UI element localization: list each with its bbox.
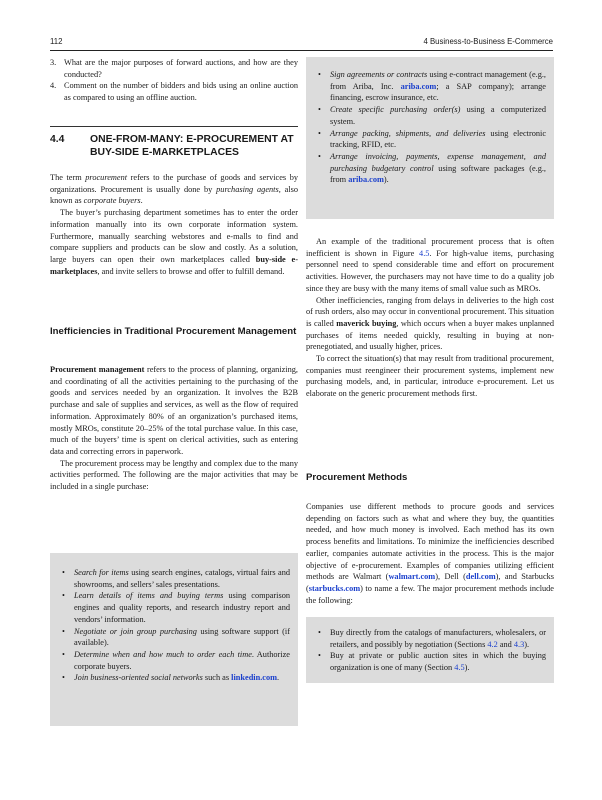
left-column-body <box>50 364 298 493</box>
list-item: • Buy directly from the catalogs of manufacturers, wholesalers, or retailers, and possibly by negotiation (Sections 4.2 and 4.3). <box>318 627 546 650</box>
section-heading <box>50 133 298 159</box>
right-column-body <box>306 236 554 400</box>
link-walmart[interactable]: walmart.com <box>388 572 436 582</box>
page-number: 112 <box>50 37 63 46</box>
link-starbucks[interactable]: starbucks.com <box>308 583 361 593</box>
section-ref[interactable]: 4.2 <box>487 639 498 649</box>
paragraph: Procurement management refers to the process of planning, organizing, and coordinating of all the activities pertaining to the purchasing of the goods and services needed by an organization. It involves the B2B purchase and sale of supplies and services, as well as the flow of required information. Approximately 80% of an organization’s purchased items, mostly MROs, constitute 20–25% of the total purchase value. In this case, much of the buyers’ time is spent on clerical activities, such as entering data and correcting errors in paperwork. <box>50 365 298 456</box>
activities-box-left <box>50 553 298 726</box>
paragraph: The procurement process may be lengthy and complex due to the many activities performed. The following are the major activities that may be included in a single purchase: <box>50 458 298 492</box>
section-number: 4.4 <box>50 134 65 145</box>
subsection-heading: Procurement Methods <box>306 472 408 483</box>
link-ariba[interactable]: ariba.com <box>348 175 384 185</box>
list-item: • Buy at private or public auction sites in which the buying organization is one of many (Section 4.5). <box>318 650 546 673</box>
list-item: • Sign agreements or contracts using e-contract management (e.g., from Ariba, Inc. ariba.com; a SAP company); arrange financing, escrow insurance, etc. <box>318 69 546 104</box>
left-column-intro <box>50 172 298 277</box>
chapter-title: 4 Business-to-Business E-Commerce <box>423 37 553 46</box>
subsection-heading: Inefficiencies in Traditional Procurement Management <box>50 326 297 337</box>
activities-box-right <box>306 57 554 219</box>
paragraph: Other inefficiencies, ranging from delays in deliveries to the high cost of rush orders, also may occur in conventional procurement. This situation is called maverick buying, which occurs when a buyer makes unplanned purchases of items needed quickly, resulting in buying at non-prenegotiated, and usually higher, prices. <box>306 295 554 352</box>
paragraph: The term procurement refers to the purchase of goods and services by organizations. Procurement is usually done by purchasing agents, also known as corporate buyers. <box>50 173 299 206</box>
paragraph: Companies use different methods to procure goods and services depending on factors such as what and where they buy, the quantities needed, and how much money is involved. Each method has its own process benefits and limitations. To minimize the inefficiencies described earlier, companies automate activities in the process. This is the major objective of e-procurement. Examples of companies utilizing efficient methods are Walmart (walmart.com), Dell (dell.com), and Starbucks (starbucks.com) to name a few. The major procurement methods include the following: <box>306 502 555 605</box>
link-linkedin[interactable]: linkedin.com <box>231 673 278 683</box>
review-questions <box>50 57 298 104</box>
methods-box <box>306 617 554 683</box>
paragraph: The buyer’s purchasing department sometimes has to enter the order information manually into its own corporate information system. Furthermore, manually searching webstores and e-malls to find and compare suppliers and products can be slow and costly. As a solution, large buyers can open their own marketplaces called buy-side e-marketplaces, and invite sellers to browse and offer to fulfill demand. <box>50 208 298 276</box>
list-item: • Search for items using search engines, catalogs, virtual fairs and showrooms, and sellers’ sales presentations. <box>62 567 290 590</box>
list-item: • Arrange packing, shipments, and deliveries using electronic tracking, RFID, etc. <box>318 128 546 151</box>
paragraph: An example of the traditional procurement process that is often inefficient is shown in Figure 4.5. For high-value items, purchasing personnel need to spend considerable time and effort on procurement activities. However, the purchasers may not have time to do a quality job since they are busy with the many items of small value such as MROs. <box>306 237 554 293</box>
list-item: • Negotiate or join group purchasing using software support (if available). <box>62 626 290 649</box>
list-item: • Learn details of items and buying terms using comparison engines and quality reports, and research industry report and vendors’ information. <box>62 590 290 625</box>
section-title: ONE-FROM-MANY: E-PROCUREMENT AT BUY-SIDE E-MARKETPLACES <box>90 134 294 158</box>
figure-ref[interactable]: 4.5 <box>419 248 430 258</box>
link-ariba[interactable]: ariba.com <box>400 81 437 91</box>
question-item: 3. What are the major purposes of forward auctions, and how are they conducted? <box>50 58 298 79</box>
right-column-methods <box>306 501 554 606</box>
running-header <box>50 36 553 51</box>
question-item: 4. Comment on the number of bidders and bids using an online auction as compared to using an offline auction. <box>50 81 298 103</box>
paragraph: To correct the situation(s) that may result from traditional procurement, companies must reengineer their procurement systems, implement new purchasing models, and, in particular, introduce e-procurement. Let us elaborate on the generic procurement methods first. <box>306 354 554 399</box>
list-item: • Arrange invoicing, payments, expense management, and purchasing budgetary control using software packages (e.g., from ariba.com). <box>318 151 546 186</box>
link-dell[interactable]: dell.com <box>465 572 496 582</box>
list-item: • Join business-oriented social networks such as linkedin.com. <box>62 672 290 684</box>
section-rule <box>50 126 298 127</box>
section-ref[interactable]: 4.5 <box>454 663 465 673</box>
list-item: • Create specific purchasing order(s) using a computerized system. <box>318 104 546 127</box>
list-item: • Determine when and how much to order each time. Authorize corporate buyers. <box>62 649 290 672</box>
section-ref[interactable]: 4.3 <box>513 639 525 649</box>
